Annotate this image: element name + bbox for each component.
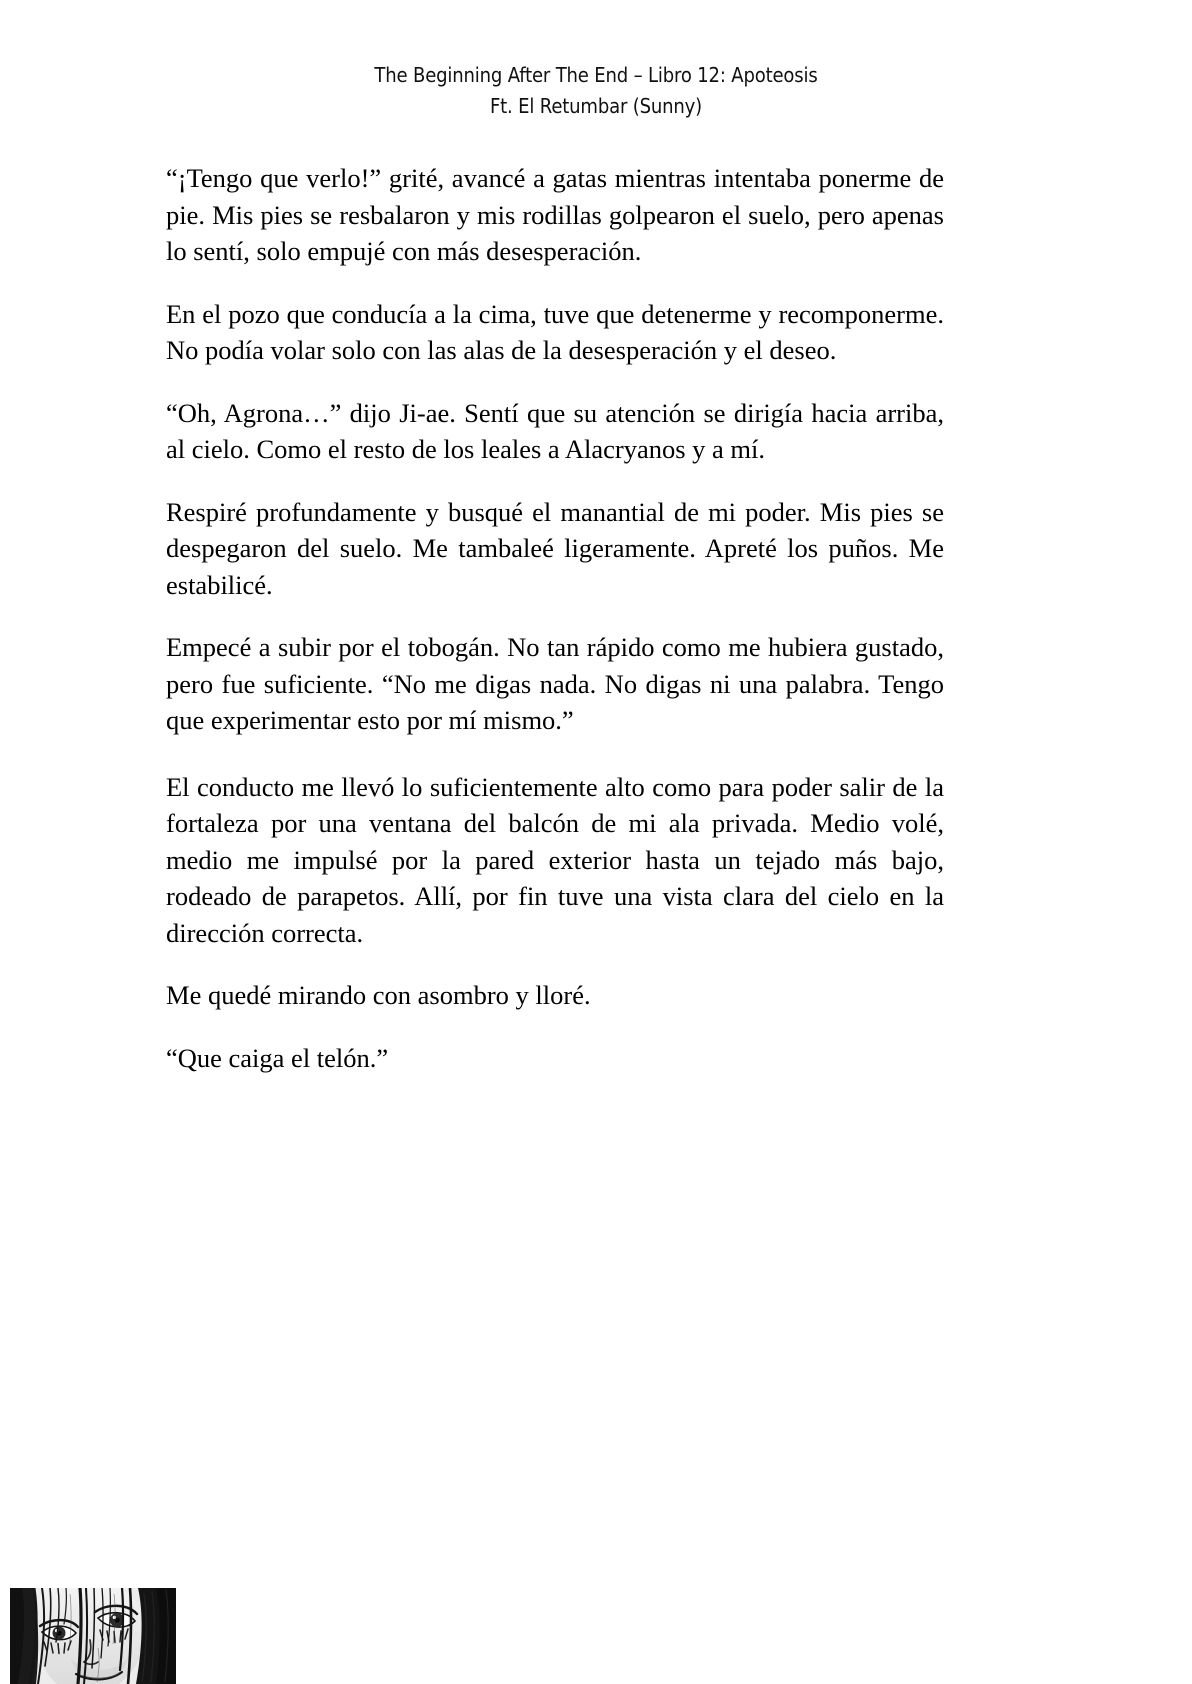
paragraph: “¡Tengo que verlo!” grité, avancé a gatas mientras intentaba ponerme de pie. Mis pies se resbalaron y mis rodillas golpearon el suelo, pero apenas lo sentí, solo empujé con más desesperación. bbox=[166, 163, 944, 266]
header-title-line-1: The Beginning After The End – Libro 12: Apoteosis bbox=[374, 63, 818, 87]
header-title-line-2: Ft. El Retumbar (Sunny) bbox=[489, 94, 703, 118]
paragraph: Respiré profundamente y busqué el manantial de mi poder. Mis pies se despegaron del suelo. Me tambaleé ligeramente. Apreté los puños. Me estabilicé. bbox=[166, 496, 944, 600]
paragraph: “Que caiga el telón.” bbox=[166, 1042, 389, 1073]
paragraph: En el pozo que conducía a la cima, tuve que detenerme y recomponerme. No podía volar solo con las alas de la desesperación y el deseo. bbox=[166, 298, 944, 365]
paragraph: Empecé a subir por el tobogán. No tan rápido como me hubiera gustado, pero fue suficiente. “No me digas nada. No digas ni una palabra. Tengo que experimentar esto por mí mismo.” bbox=[166, 632, 944, 735]
manga-face-illustration bbox=[10, 1588, 176, 1684]
document-body bbox=[166, 160, 944, 1076]
paragraph: Me quedé mirando con asombro y lloré. bbox=[166, 980, 591, 1010]
document-header bbox=[72, 60, 1121, 122]
paragraph: El conducto me llevó lo suficientemente alto como para poder salir de la fortaleza por una ventana del balcón de mi ala privada. Medio volé, medio me impulsé por la pared exterior hasta un tejado más bajo, rodeado de parapetos. Allí, por fin tuve una vista clara del cielo en la dirección correcta. bbox=[166, 771, 944, 948]
paragraph: “Oh, Agrona…” dijo Ji-ae. Sentí que su atención se dirigía hacia arriba, al cielo. Como el resto de los leales a Alacryanos y a mí. bbox=[166, 397, 944, 464]
